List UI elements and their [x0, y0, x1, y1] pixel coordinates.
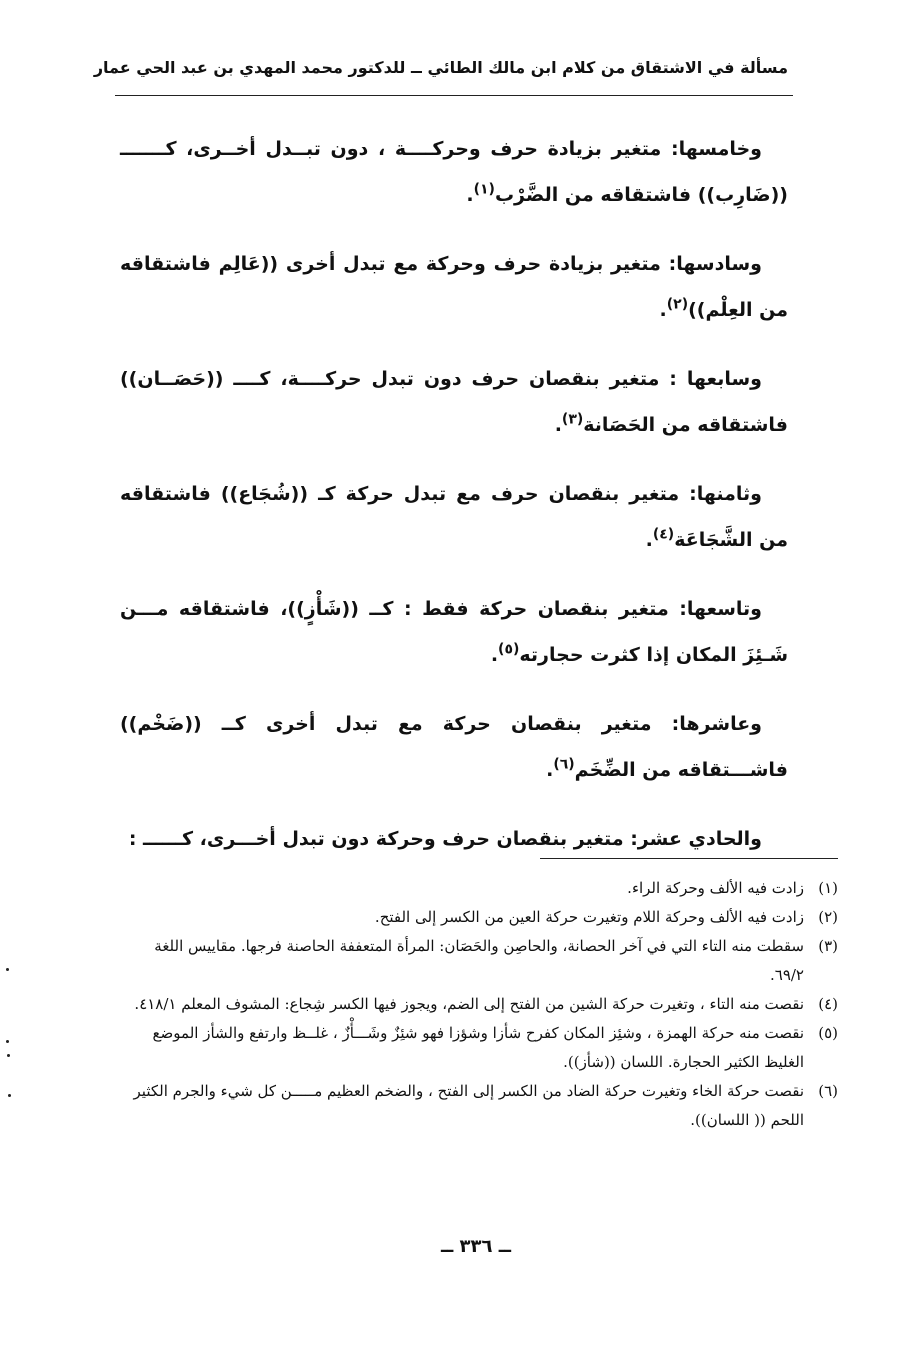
- scan-speck: [8, 1094, 11, 1097]
- paragraph-text: وثامنها: متغير بنقصان حرف مع تبدل حركة كـ ((شُجَاع)) فاشتقاقه من الشَّجَاعَة: [120, 483, 788, 551]
- footnote-number: (١): [818, 879, 838, 897]
- footnote-ref[interactable]: (٥): [498, 641, 520, 658]
- footnote-text: سقطت منه التاء التي في آخر الحصانة، والحاصِن والحَصَان: المرأة المتعففة الحاصنة فرجها. مقاييس اللغة ٦٩/٢.: [154, 937, 804, 984]
- footnote-1: [132, 874, 838, 903]
- paragraph-11: [120, 816, 788, 862]
- paragraph-text: وعاشرها: متغير بنقصان حركة مع تبدل أخرى كــ ((ضَخْم)) فاشـــتقاقه من الضِّخَم: [120, 713, 788, 781]
- footnote-text: نقصت منه حركة الهمزة ، وشئِز المكان كفرح شأزا وشؤزا فهو شئِزٌ وشَـــأْزٌ ، غلــظ وارتفع والشأز الموضع الغليظ الكثير الحجارة. اللسان ((شأز)).: [152, 1024, 804, 1071]
- footnote-3: [132, 932, 838, 990]
- footnote-text: زادت فيه الألف وحركة اللام وتغيرت حركة العين من الكسر إلى الفتح.: [374, 908, 804, 926]
- footnote-ref[interactable]: (١): [473, 181, 495, 198]
- footnote-rule: [540, 858, 838, 859]
- running-header: مسألة في الاشتقاق من كلام ابن مالك الطائي ــ للدكتور محمد المهدي بن عبد الحي عمار: [93, 58, 788, 77]
- paragraph-text: وتاسعها: متغير بنقصان حركة فقط : كــ ((شَأْزٍ))، فاشتقاقه مـــن شَـئِزَ المكان إذا كثرت حجارته: [120, 598, 788, 666]
- body-text: [120, 126, 788, 885]
- scan-speck: [7, 1054, 10, 1057]
- footnote-6: [132, 1077, 838, 1135]
- footnote-number: (٤): [818, 995, 838, 1013]
- paragraph-10: وعاشرها: متغير بنقصان حركة مع تبدل أخرى كــ ((ضَخْم)) فاشـــتقاقه من الضِّخَم$^{(٦)}$.: [120, 713, 788, 781]
- footnote-ref[interactable]: (٢): [666, 296, 689, 313]
- footnote-number: (٣): [818, 937, 838, 955]
- scan-speck: [6, 968, 9, 971]
- footnote-text: زادت فيه الألف وحركة الراء.: [627, 879, 804, 897]
- paragraph-text: وسابعها : متغير بنقصان حرف دون تبدل حركــــة، كــــ ((حَصَــان)) فاشتقاقه من الحَصَانة: [120, 368, 788, 436]
- footnote-2: [132, 903, 838, 932]
- paragraph-9: وتاسعها: متغير بنقصان حركة فقط : كــ ((شَأْزٍ))، فاشتقاقه مـــن شَـئِزَ المكان إذا كثرت حجارته$^{(٥)}$.: [120, 598, 788, 666]
- footnote-number: (٥): [818, 1024, 838, 1042]
- paragraph-8: وثامنها: متغير بنقصان حرف مع تبدل حركة كـ ((شُجَاع)) فاشتقاقه من الشَّجَاعَة$^{(٤)}$.: [120, 483, 788, 551]
- footnote-ref[interactable]: (٦): [553, 756, 575, 773]
- paragraph-text: وسادسها: متغير بزيادة حرف وحركة مع تبدل أخرى ((عَالِم فاشتقاقه من العِلْم)): [120, 253, 788, 321]
- page-number: ــ ٣٣٦ ــ: [440, 1236, 512, 1257]
- footnote-number: (٢): [818, 908, 838, 926]
- paragraph-6: وسادسها: متغير بزيادة حرف وحركة مع تبدل أخرى ((عَالِم فاشتقاقه من العِلْم))$^{(٢)}$.: [120, 253, 788, 321]
- paragraph-5: وخامسها: متغير بزيادة حرف وحركــــة ، دون تبــدل أخــرى، كـــــــ ((ضَارِب)) فاشتقاقه من الضَّرْب$^{(١)}$.: [120, 138, 788, 206]
- paragraph-7: وسابعها : متغير بنقصان حرف دون تبدل حركــــة، كــــ ((حَصَــان)) فاشتقاقه من الحَصَانة$^{(٣)}$.: [120, 368, 788, 436]
- footnote-5: [132, 1019, 838, 1077]
- footnote-ref[interactable]: (٣): [561, 411, 584, 428]
- header-rule: [115, 95, 793, 96]
- footnote-4: [132, 990, 838, 1019]
- footnote-number: (٦): [818, 1082, 838, 1100]
- scan-speck: [6, 1040, 9, 1043]
- footnote-ref[interactable]: (٤): [652, 526, 675, 543]
- footnotes: [132, 874, 838, 1135]
- footnote-text: نقصت حركة الخاء وتغيرت حركة الضاد من الكسر إلى الفتح ، والضخم العظيم مـــــن كل شيء والجرم الكثير اللحم (( اللسان)).: [133, 1082, 804, 1129]
- footnote-text: نقصت منه التاء ، وتغيرت حركة الشين من الفتح إلى الضم، ويجوز فيها الكسر شِجاع: المشوف المعلم ٤١٨/١.: [134, 995, 804, 1013]
- paragraph-text: وخامسها: متغير بزيادة حرف وحركــــة ، دون تبــدل أخــرى، كـــــــ ((ضَارِب)) فاشتقاقه من الضَّرْب: [120, 138, 788, 206]
- paragraph-text: والحادي عشر: متغير بنقصان حرف وحركة دون تبدل أخـــرى، كــــــ :: [128, 828, 762, 850]
